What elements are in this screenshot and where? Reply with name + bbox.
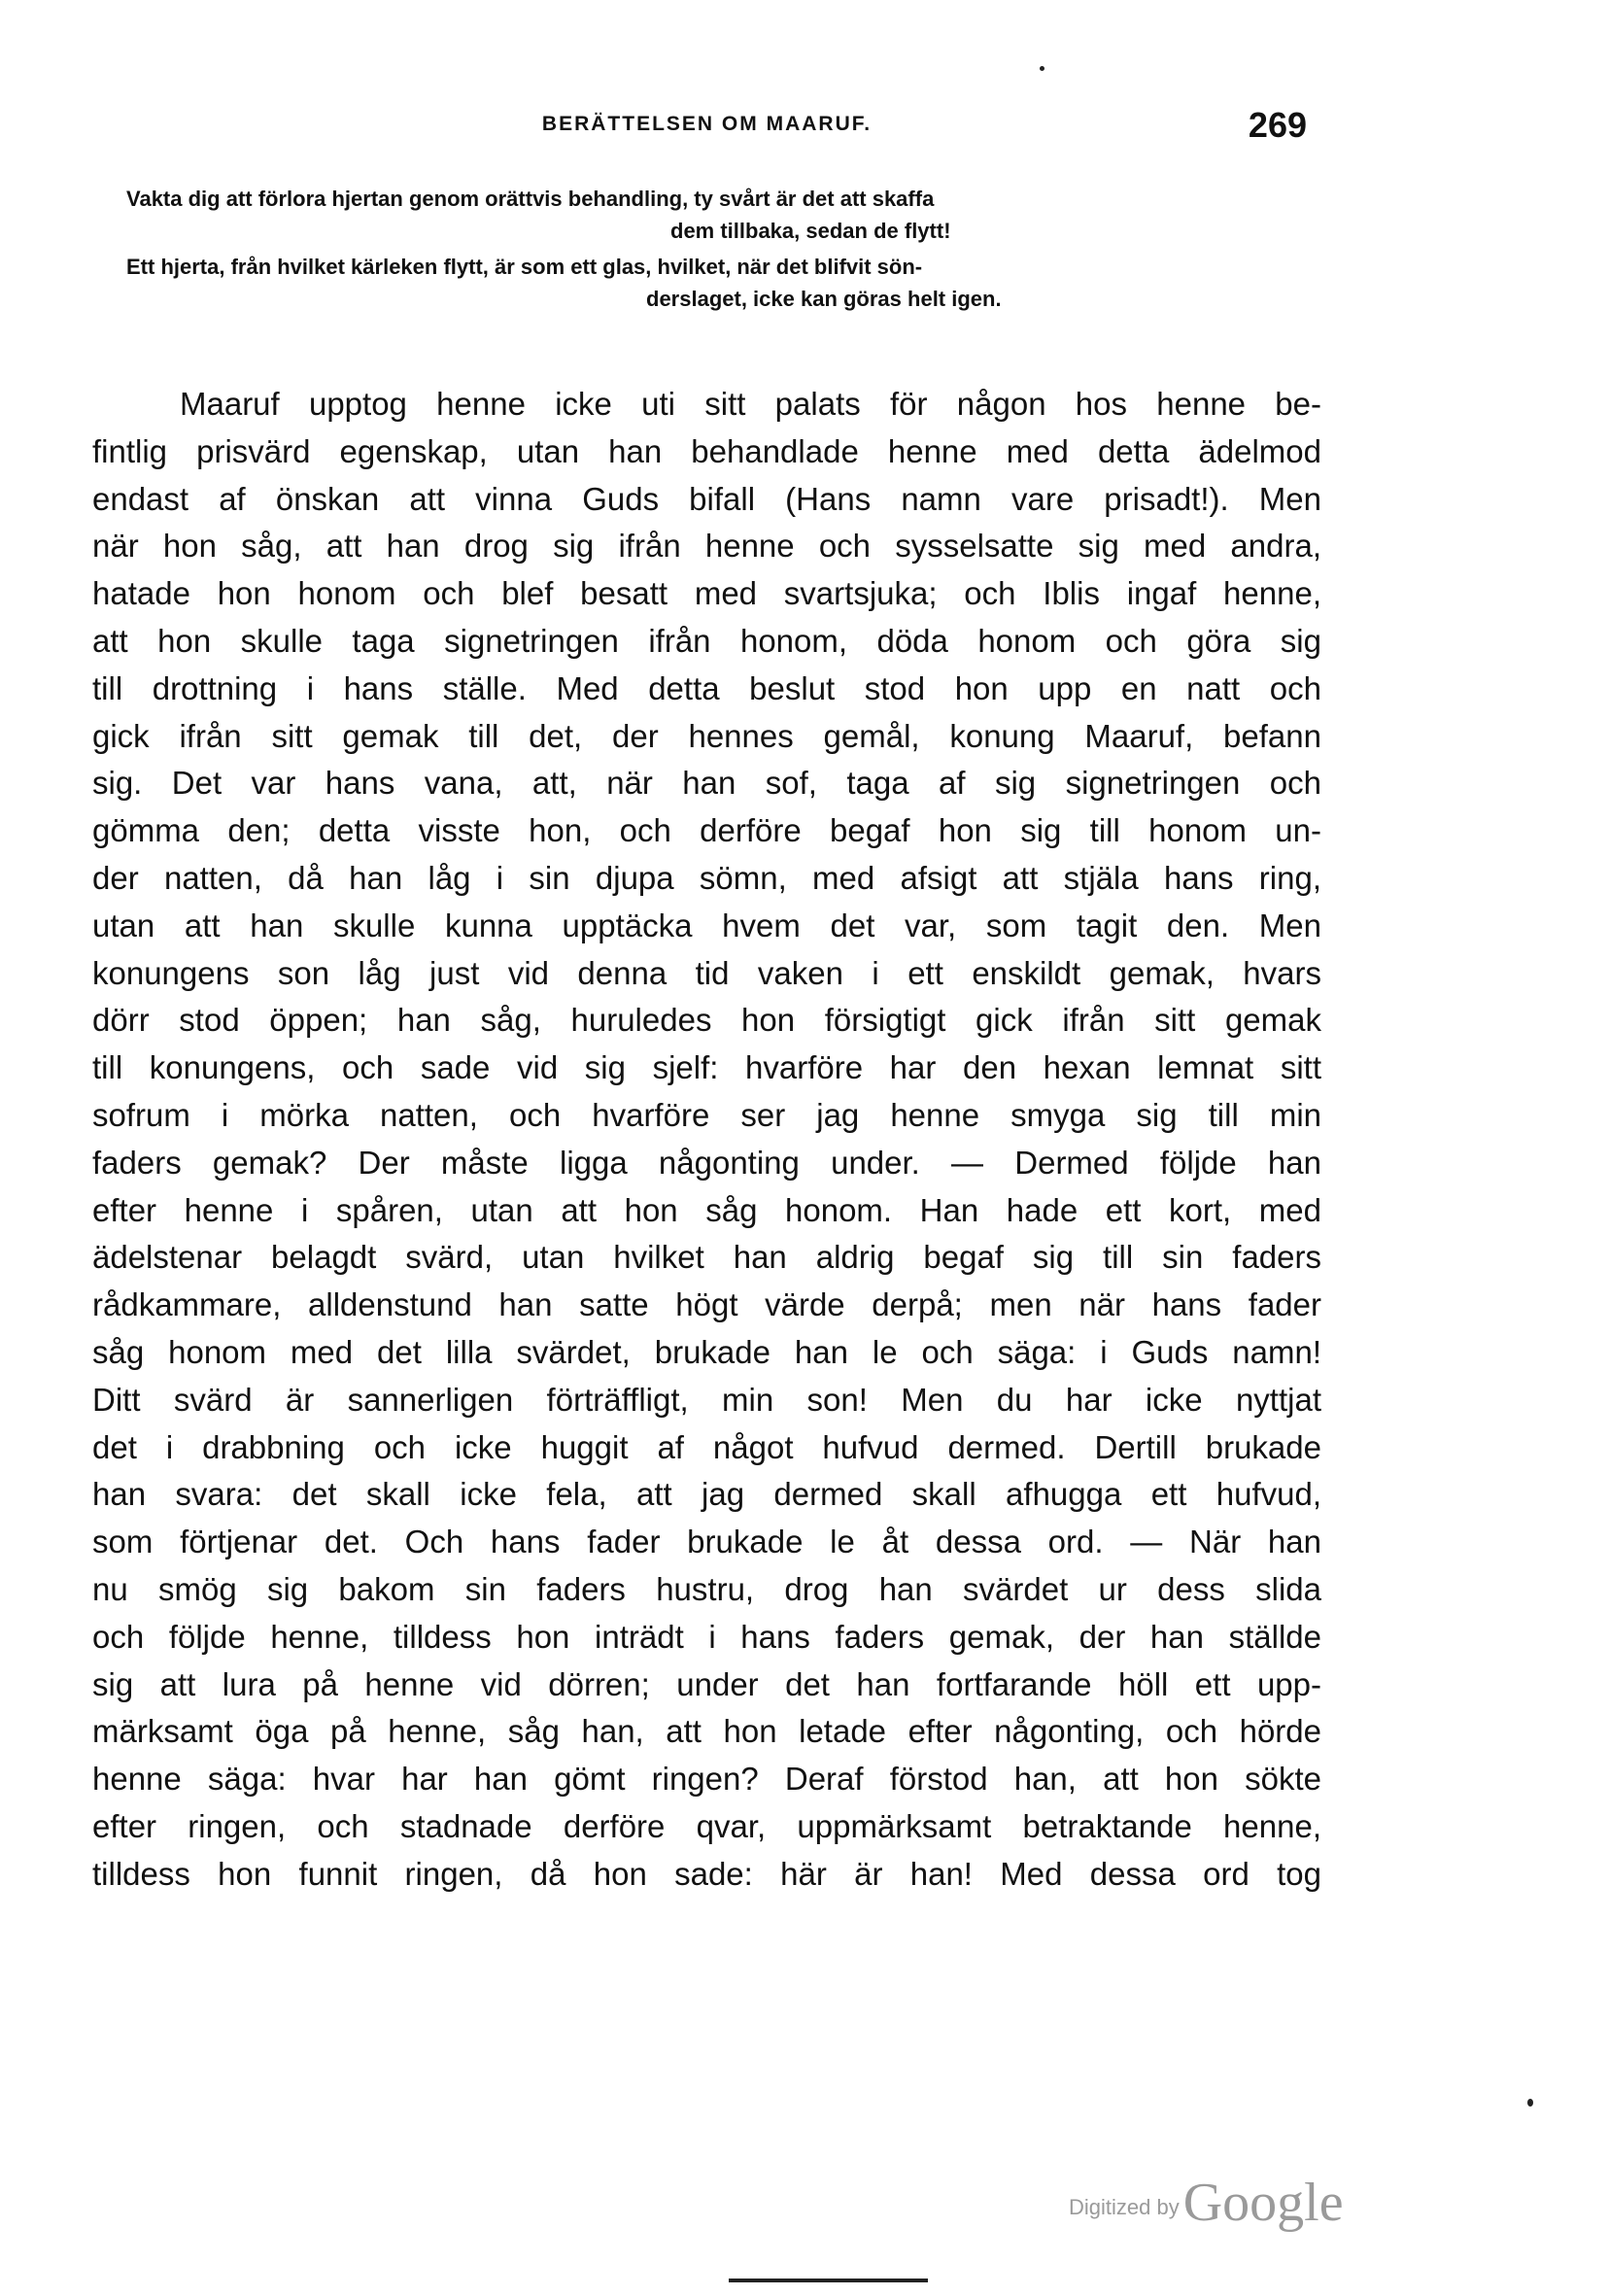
text-line: hatade hon honom och blef besatt med svartsjuka; och Iblis ingaf henne, <box>92 575 1321 612</box>
watermark-prefix: Digitized by <box>1069 2195 1180 2219</box>
running-title: BERÄTTELSEN OM MAARUF. <box>541 113 873 135</box>
digitized-by-google-watermark <box>1069 2172 1344 2234</box>
text-line: gick ifrån sitt gemak till det, der hennes gemål, konung Maaruf, befann <box>92 717 1321 754</box>
body-paragraph <box>92 381 1321 1899</box>
motto-stanza-2 <box>126 251 1317 315</box>
text-line: gömma den; detta visste hon, och derföre begaf hon sig till honom un- <box>92 812 1321 849</box>
text-line: rådkammare, alldenstund han satte högt värde derpå; men när hans fader <box>92 1286 1321 1323</box>
text-line: ädelstenar belagdt svärd, utan hvilket han aldrig begaf sig till sin faders <box>92 1239 1321 1276</box>
text-line: han svara: det skall icke fela, att jag dermed skall afhugga ett hufvud, <box>92 1476 1321 1513</box>
motto-stanza-1 <box>126 183 1317 247</box>
page-header <box>92 105 1321 154</box>
motto-verse <box>126 183 1317 319</box>
page-number: 269 <box>1248 105 1307 145</box>
motto-line: derslaget, icke kan göras helt igen. <box>646 287 1002 311</box>
text-line: sig att lura på henne vid dörren; under det han fortfarande höll ett upp- <box>92 1665 1321 1702</box>
text-line: till drottning i hans ställe. Med detta beslut stod hon upp en natt och <box>92 669 1321 706</box>
text-line: och följde henne, tilldess hon inträdt i hans faders gemak, der han ställde <box>92 1618 1321 1655</box>
text-line: nu smög sig bakom sin faders hustru, drog han svärdet ur dess slida <box>92 1570 1321 1607</box>
text-line: der natten, då han låg i sin djupa sömn, med afsigt att stjäla hans ring, <box>92 859 1321 896</box>
watermark-brand: Google <box>1182 2173 1344 2233</box>
text-line: till konungens, och sade vid sig sjelf: hvarföre har den hexan lemnat sitt <box>92 1049 1321 1086</box>
bottom-rule <box>729 2279 928 2282</box>
text-line: utan att han skulle kunna upptäcka hvem det var, som tagit den. Men <box>92 907 1321 943</box>
text-line: fintlig prisvärd egenskap, utan han behandlade henne med detta ädelmod <box>92 432 1321 469</box>
motto-line: dem tillbaka, sedan de flytt! <box>670 219 951 243</box>
motto-line: Ett hjerta, från hvilket kärleken flytt, är som ett glas, hvilket, när det blifvit sön- <box>126 255 923 279</box>
motto-line: Vakta dig att förlora hjertan genom orättvis behandling, ty svårt är det att skaffa <box>126 187 935 211</box>
ink-speck <box>1527 2099 1533 2107</box>
text-line: Ditt svärd är sannerligen förträffligt, min son! Men du har icke nyttjat <box>92 1381 1321 1418</box>
text-line: endast af önskan att vinna Guds bifall (Hans namn vare prisadt!). Men <box>92 480 1321 517</box>
text-line: såg honom med det lilla svärdet, brukade han le och säga: i Guds namn! <box>92 1333 1321 1370</box>
text-line: som förtjenar det. Och hans fader brukade le åt dessa ord. — När han <box>92 1524 1321 1560</box>
text-line: sig. Det var hans vana, att, när han sof, taga af sig signetringen och <box>92 765 1321 802</box>
text-line: märksamt öga på henne, såg han, att hon letade efter någonting, och hörde <box>92 1713 1321 1750</box>
text-line: när hon såg, att han drog sig ifrån henne och sysselsatte sig med andra, <box>92 528 1321 565</box>
text-line: henne säga: hvar har han gömt ringen? Deraf förstod han, att hon sökte <box>92 1761 1321 1798</box>
text-line: det i drabbning och icke huggit af något hufvud dermed. Dertill brukade <box>92 1428 1321 1465</box>
text-line: efter henne i spåren, utan att hon såg honom. Han hade ett kort, med <box>92 1191 1321 1228</box>
text-line: dörr stod öppen; han såg, huruledes hon försigtigt gick ifrån sitt gemak <box>92 1002 1321 1039</box>
text-line: konungens son låg just vid denna tid vaken i ett enskildt gemak, hvars <box>92 954 1321 991</box>
text-line: tilldess hon funnit ringen, då hon sade: här är han! Med dessa ord tog <box>92 1855 1321 1892</box>
text-line: faders gemak? Der måste ligga någonting under. — Dermed följde han <box>92 1144 1321 1181</box>
text-line: Maaruf upptog henne icke uti sitt palats för någon hos henne be- <box>180 386 1321 422</box>
ink-speck <box>1040 66 1044 71</box>
text-line: efter ringen, och stadnade derföre qvar, uppmärksamt betraktande henne, <box>92 1807 1321 1844</box>
text-line: att hon skulle taga signetringen ifrån honom, döda honom och göra sig <box>92 622 1321 659</box>
text-line: sofrum i mörka natten, och hvarföre ser jag henne smyga sig till min <box>92 1096 1321 1133</box>
